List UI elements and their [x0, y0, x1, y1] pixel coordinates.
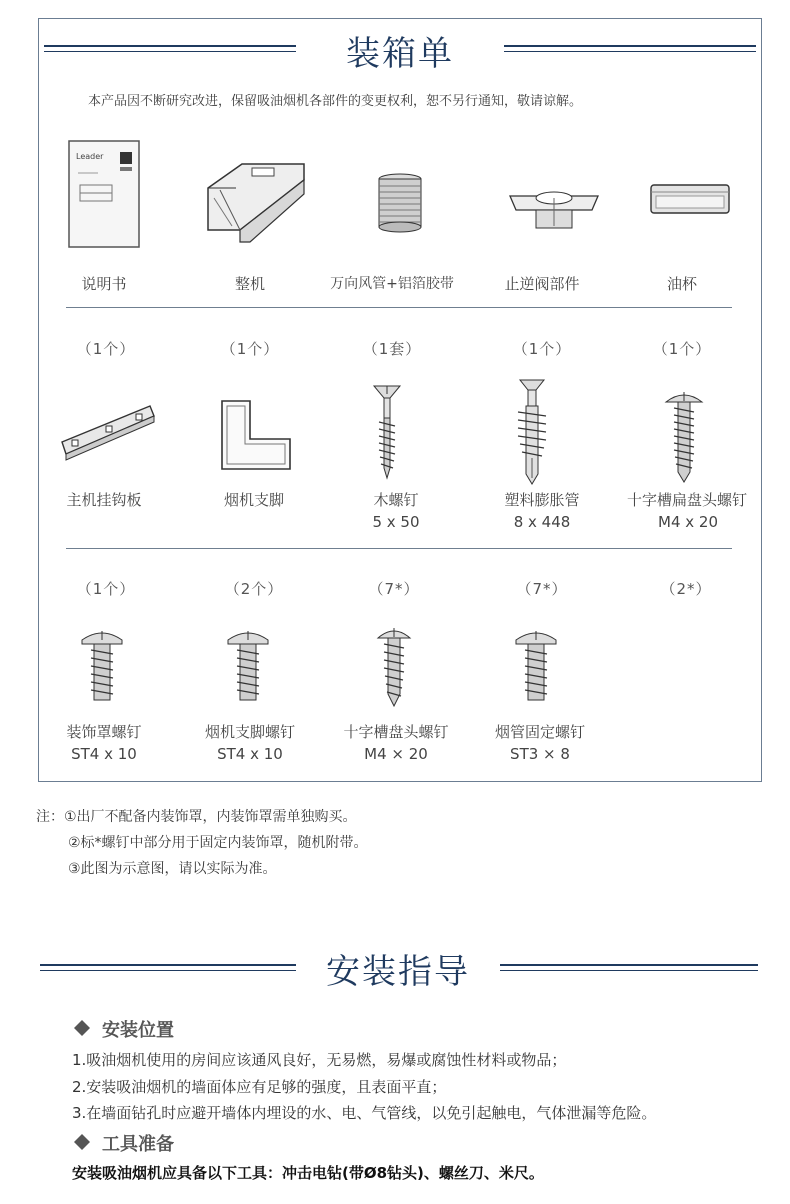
item-spec: ST4 x 10: [71, 745, 137, 763]
note-line: ③此图为示意图，请以实际为准。: [68, 861, 277, 877]
item-label: 烟机支脚: [223, 491, 284, 509]
packing-title: 装箱单: [346, 34, 454, 74]
install-title: 安装指导: [326, 952, 470, 992]
title-rule-left: [44, 45, 296, 47]
section-heading: 工具准备: [102, 1134, 174, 1155]
duct-fixing-screw-image: [514, 628, 558, 704]
duct-image: [376, 172, 424, 234]
item-label: 整机: [234, 275, 265, 293]
item-spec: M4 × 20: [364, 745, 428, 763]
hood-unit-image: [200, 160, 310, 245]
item-label: 万向风管+铝箔胶带: [330, 276, 454, 292]
expansion-tube-image: [510, 378, 554, 486]
row-divider: [66, 548, 732, 549]
section-heading: 安装位置: [102, 1020, 174, 1041]
disclaimer: 本产品因不断研究改进，保留吸油烟机各部件的变更权利，恕不另行通知，敬请谅解。: [88, 94, 583, 109]
item-label: 说明书: [81, 275, 127, 293]
title-rule-right: [504, 45, 756, 47]
flat-pan-head-screw-image: [664, 388, 704, 484]
row-divider: [66, 307, 732, 308]
item-label: 装饰罩螺钉: [66, 723, 142, 741]
manual-image: [68, 140, 140, 250]
item-label: 油杯: [666, 275, 697, 293]
item-label: 主机挂钩板: [66, 491, 142, 509]
item-label: 止逆阀部件: [504, 275, 580, 293]
title-rule-left: [40, 964, 296, 966]
item-spec: ST3 × 8: [510, 745, 570, 763]
item-spec: 8 x 448: [513, 513, 571, 531]
item-label: 十字槽盘头螺钉: [343, 723, 449, 741]
install-item: 2.安装吸油烟机的墙面体应有足够的强度，且表面平直；: [72, 1078, 447, 1096]
item-label: 十字槽扁盘头螺钉: [626, 491, 747, 509]
item-label: 烟机支脚螺钉: [204, 723, 295, 741]
foot-screw-image: [226, 628, 270, 704]
item-spec: ST4 x 10: [217, 745, 283, 763]
install-item: 3.在墙面钻孔时应避开墙体内埋设的水、电、气管线，以免引起触电，气体泄漏等危险。: [72, 1104, 657, 1122]
oil-cup-image: [648, 182, 732, 218]
item-quantity: （7*）: [368, 580, 420, 598]
manual-brand: Leader: [76, 152, 104, 161]
hook-plate-image: [60, 402, 156, 464]
pan-head-screw-image: [376, 624, 412, 708]
item-spec: 5 x 50: [372, 513, 420, 531]
item-quantity: （1个）: [512, 340, 572, 358]
item-quantity: （1个）: [76, 580, 136, 598]
item-label: 塑料膨胀管: [504, 491, 580, 509]
item-label: 木螺钉: [373, 491, 419, 509]
note-line: 注：①出厂不配备内装饰罩，内装饰罩需单独购买。: [36, 809, 357, 825]
item-quantity: （1个）: [652, 340, 712, 358]
item-quantity: （2*）: [660, 580, 712, 598]
diamond-bullet-icon: [72, 1018, 92, 1038]
wood-screw-image: [372, 384, 402, 480]
item-quantity: （1个）: [220, 340, 280, 358]
hood-foot-image: [218, 397, 294, 473]
item-quantity: （7*）: [516, 580, 568, 598]
install-item: 1.吸油烟机使用的房间应该通风良好，无易燃，易爆或腐蚀性材料或物品；: [72, 1051, 567, 1069]
check-valve-image: [504, 186, 604, 232]
item-quantity: （1个）: [76, 340, 136, 358]
cover-screw-image: [80, 628, 124, 704]
note-line: ②标*螺钉中部分用于固定内装饰罩，随机附带。: [68, 835, 368, 851]
title-rule-right: [500, 964, 758, 966]
item-quantity: （1套）: [362, 340, 422, 358]
item-quantity: （2个）: [224, 580, 284, 598]
tools-text: 安装吸油烟机应具备以下工具：冲击电钻(带Ø8钻头)、螺丝刀、米尺。: [72, 1164, 544, 1182]
diamond-bullet-icon: [72, 1132, 92, 1152]
item-label: 烟管固定螺钉: [494, 723, 585, 741]
item-spec: M4 x 20: [658, 513, 718, 531]
